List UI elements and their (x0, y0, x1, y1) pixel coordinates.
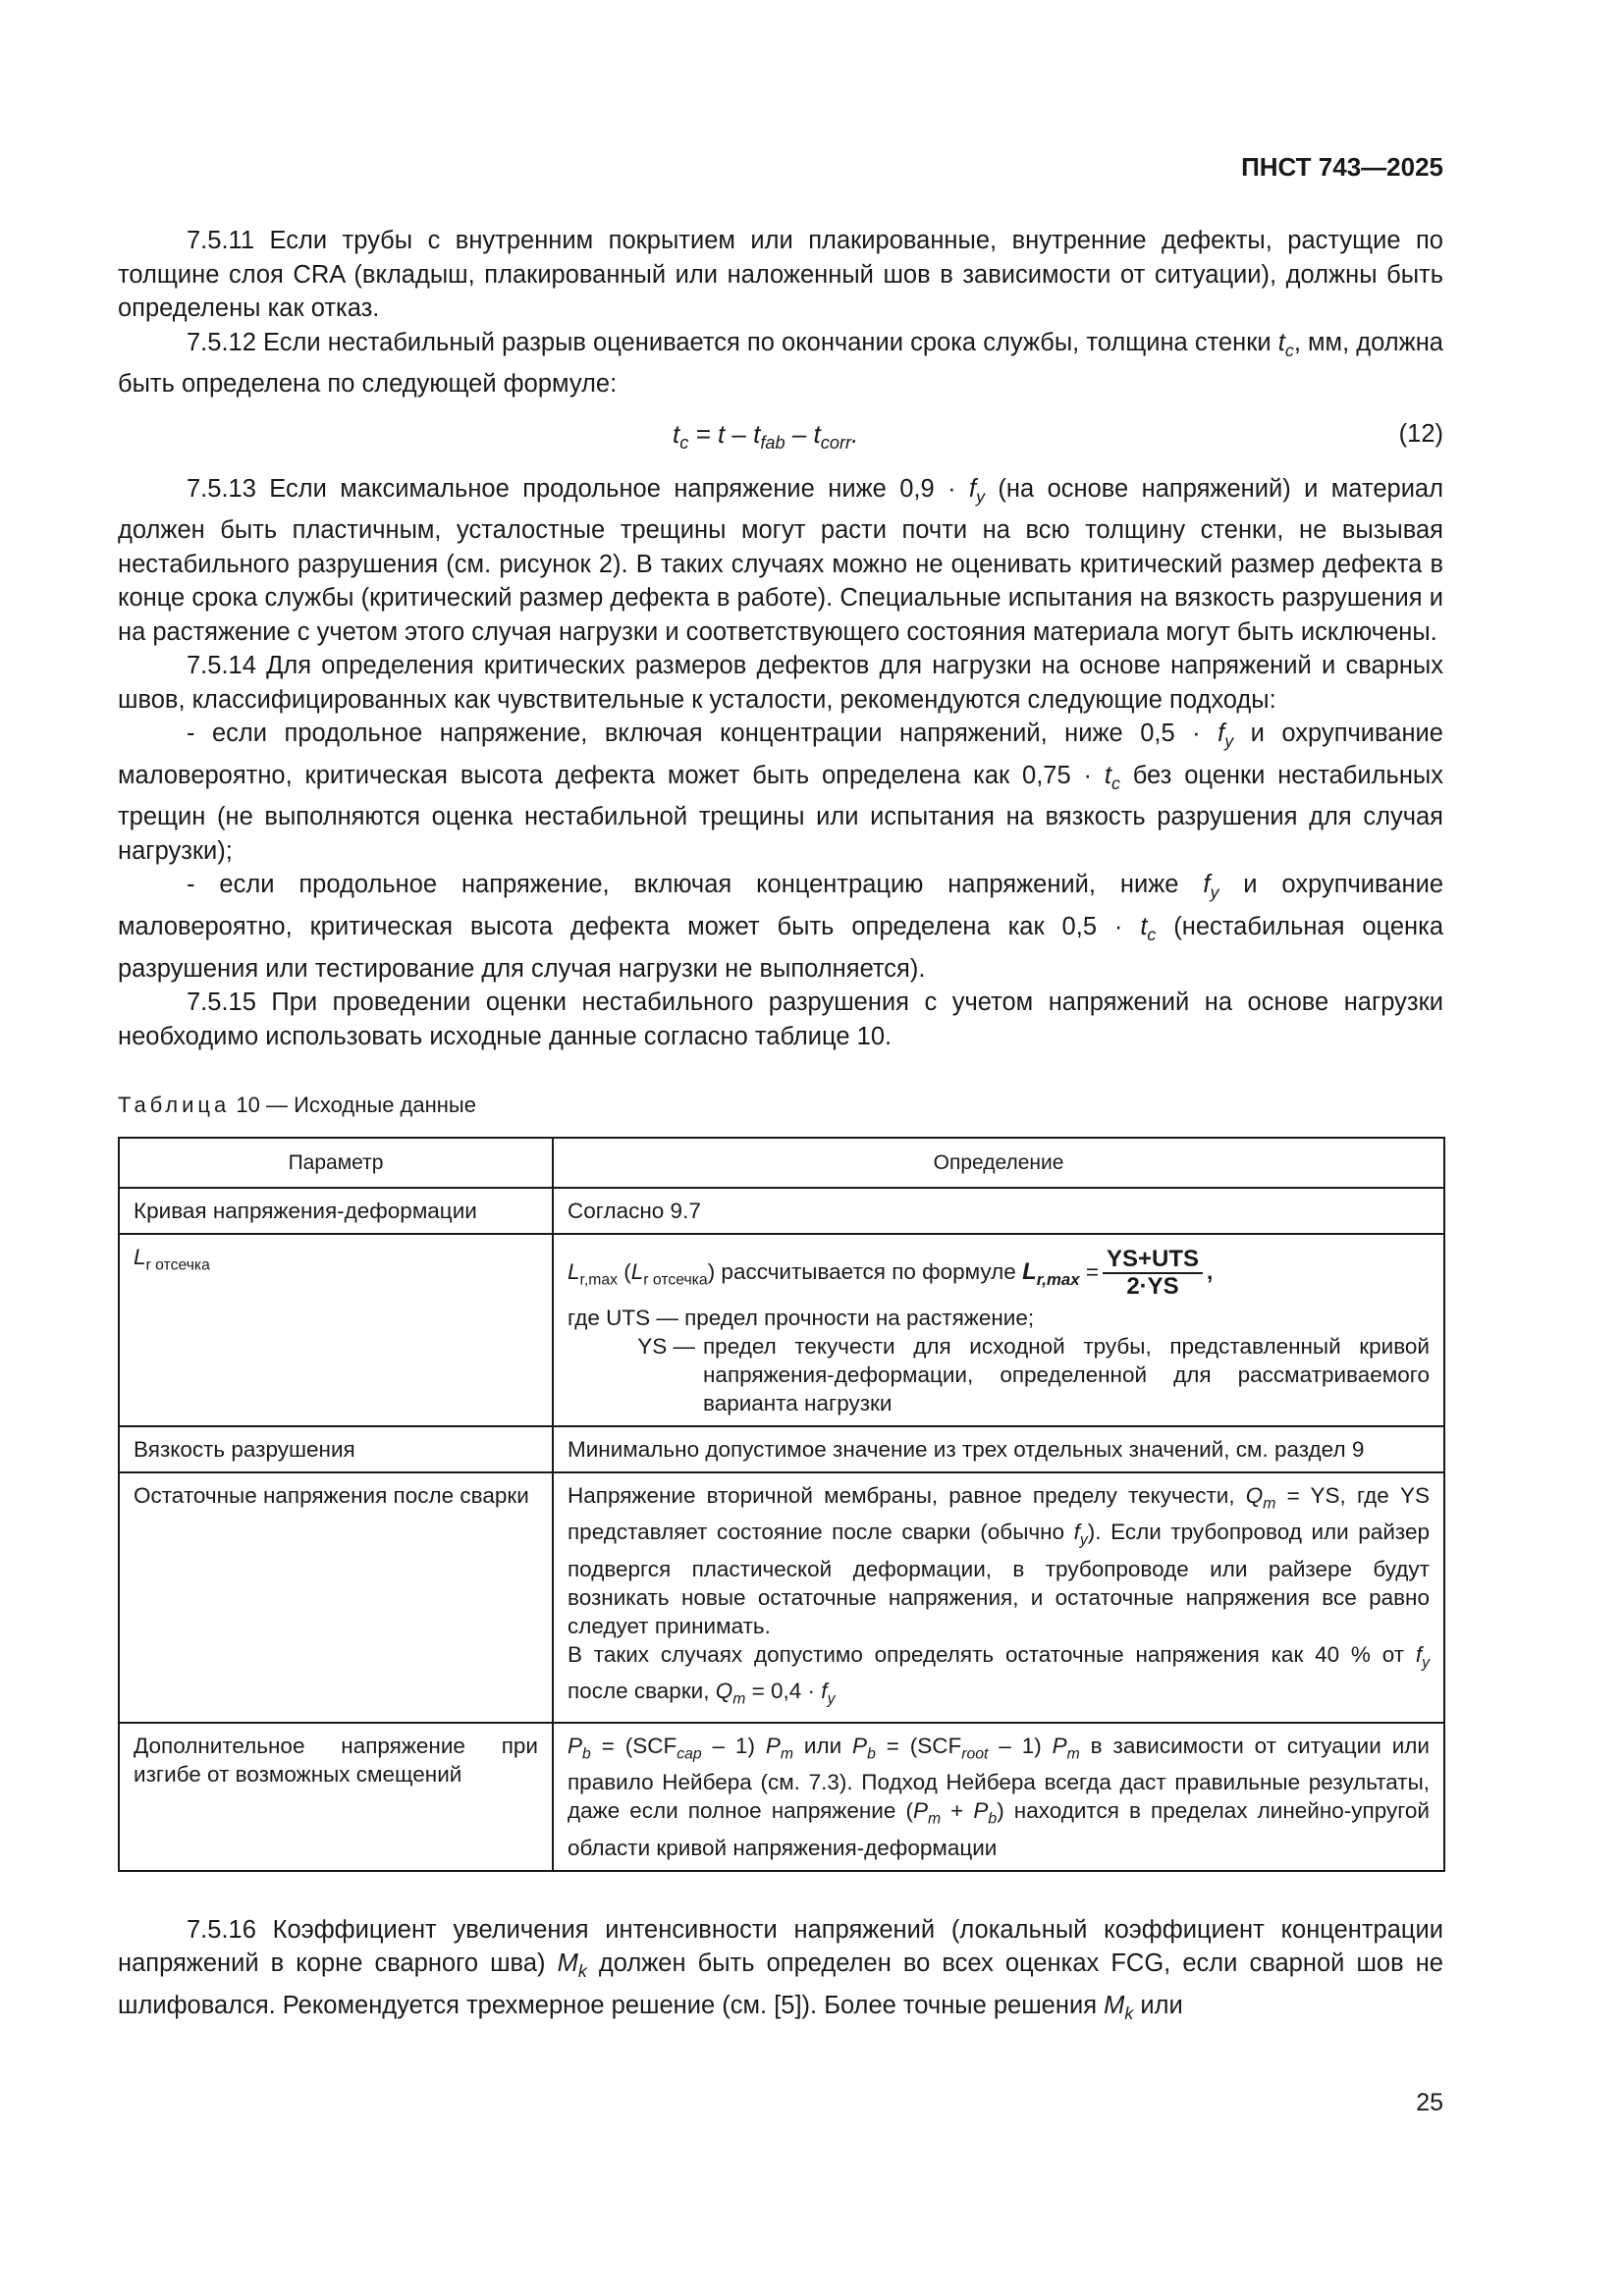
list-item-1: - если продольное напряжение, включая концентрации напряжений, ниже $0,5 \cdot f_y$ и охрупчивание маловероятно, критическая высота дефекта может быть определена как $0,75 \cdot t_c$ без оценки нестабильных трещин (не выполняются оценка нестабильной трещины или испытания на вязкость разрушения для случая нагрузки); (118, 720, 1443, 865)
table-header-parameter: Параметр (119, 1138, 553, 1188)
table-cell-param: $L_{r отсечка}$ (119, 1234, 553, 1426)
paragraph-7-5-14: 7.5.14 Для определения критических размеров дефектов для нагрузки на основе напряжений и сварных швов, классифицированных как чувствительные к усталости, рекомендуются следующие подходы: (118, 652, 1443, 714)
where-ys: YS — предел текучести для исходной трубы, представленный кривой напряжения-деформации, определенной для рассматриваемого варианта нагрузки (637, 1333, 1430, 1415)
residual-stress-text: Напряжение вторичной мембраны, равное пределу текучести, $Q_m$ = YS, где YS представляет состояние после сварки (обычно $f_y$). Если трубопровод или райзер подвергся пластической деформации, в трубопроводе или райзере будут возникать новые остаточные напряжения, и остаточные напряжения все равно следует принимать. (568, 1482, 1430, 1638)
table-row (119, 1723, 1444, 1871)
table-header-definition: Определение (553, 1138, 1444, 1188)
paragraph-7-5-16: 7.5.16 Коэффициент увеличения интенсивности напряжений (локальный коэффициент концентрации напряжений в корне сварного шва) $M_k$ должен быть определен во всех оценках FCG, если сварной шов не шлифовался. Рекомендуется трехмерное решение (см. [5]). Более точные решения $M_k$ или (118, 1915, 1443, 2023)
where-uts: где UTS — предел прочности на растяжение; (568, 1305, 1035, 1330)
paragraph-7-5-11: 7.5.11 Если трубы с внутренним покрытием или плакированные, внутренние дефекты, растущие по толщине слоя CRA (вкладыш, плакированный или наложенный шов в зависимости от ситуации), должны быть определены как отказ. (118, 227, 1443, 322)
fraction: $\frac{\text{YS+UTS}}{2\cdot YS}$ (1103, 1247, 1203, 1300)
formula-expression: $t_c = t - t_{fab} - t_{corr}$. (673, 418, 859, 453)
table-10 (118, 1137, 1445, 1872)
page-number: 25 (1416, 2089, 1443, 2116)
table-caption: Таблица 10 — Исходные данные (118, 1093, 476, 1118)
formula-number: (12) (1398, 419, 1443, 448)
table-cell-def (553, 1234, 1444, 1426)
table-cell-param: Кривая напряжения-деформации (119, 1188, 553, 1234)
table-header-row (119, 1138, 1444, 1188)
paragraph-7-5-13: 7.5.13 Если максимальное продольное напряжение ниже $0,9 \cdot f_y$ (на основе напряжений) и материал должен быть пластичным, усталостные трещины могут расти почти на всю толщину стенки, не вызывая нестабильного разрушения (см. рисунок 2). В таких случаях можно не оценивать критический размер дефекта в конце срока службы (критический размер дефекта в работе). Специальные испытания на вязкость разрушения и на растяжение с учетом этого случая нагрузки и соответствующего состояния материала могут быть исключены. (118, 474, 1443, 646)
table-cell-param: Остаточные напряжения после сварки (119, 1472, 553, 1723)
table-row (119, 1472, 1444, 1723)
page-content (118, 224, 1443, 2030)
table-row (119, 1426, 1444, 1472)
table-cell-param: Вязкость разрушения (119, 1426, 553, 1472)
document-code: ПНСТ 743—2025 (1241, 152, 1443, 182)
table-cell-def: $P_b = (SCF_{cap} - 1)$ $P_m$ или $P_b = (SCF_{root} - 1)$ $P_m$ в зависимости от ситуации или правило Нейбера (см. 7.3). Подход Нейбера всегда даст правильные результаты, даже если полное напряжение $(P_m + P_b)$ находится в пределах линейно-упругой области кривой напряжения-деформации (553, 1723, 1444, 1871)
table-row (119, 1234, 1444, 1426)
table-cell-def: Согласно 9.7 (553, 1188, 1444, 1234)
paragraph-7-5-15: 7.5.15 При проведении оценки нестабильного разрушения с учетом напряжений на основе нагрузки необходимо использовать исходные данные согласно таблице 10. (118, 988, 1443, 1050)
table-cell-param: Дополнительное напряжение при изгибе от возможных смещений (119, 1723, 553, 1871)
table-row (119, 1188, 1444, 1234)
residual-stress-text-2: В таких случаях допустимо определять остаточные напряжения как 40 % от $f_y$ после сварки, $Q_m = 0,4 \cdot f_y$ (568, 1641, 1430, 1708)
paragraph-7-5-12: 7.5.12 Если нестабильный разрыв оценивается по окончании срока службы, толщина стенки $t_c$, мм, должна быть определена по следующей формуле: (118, 328, 1443, 399)
list-item-2: - если продольное напряжение, включая концентрацию напряжений, ниже $f_y$ и охрупчивание маловероятно, критическая высота дефекта может быть определена как $0,5 \cdot t_c$ (нестабильная оценка разрушения или тестирование для случая нагрузки не выполняется). (118, 871, 1444, 983)
table-cell-def (553, 1472, 1444, 1723)
formula-12 (118, 407, 1443, 464)
table-cell-def: Минимально допустимое значение из трех отдельных значений, см. раздел 9 (553, 1426, 1444, 1472)
lrmax-formula-line: $L_{r,max}$ $(L_{r отсечка})$ рассчитывается по формуле $L_{r,max}$ = $\frac{\text{YS+UTS}}{2\cdot YS}$ , (568, 1245, 1214, 1300)
